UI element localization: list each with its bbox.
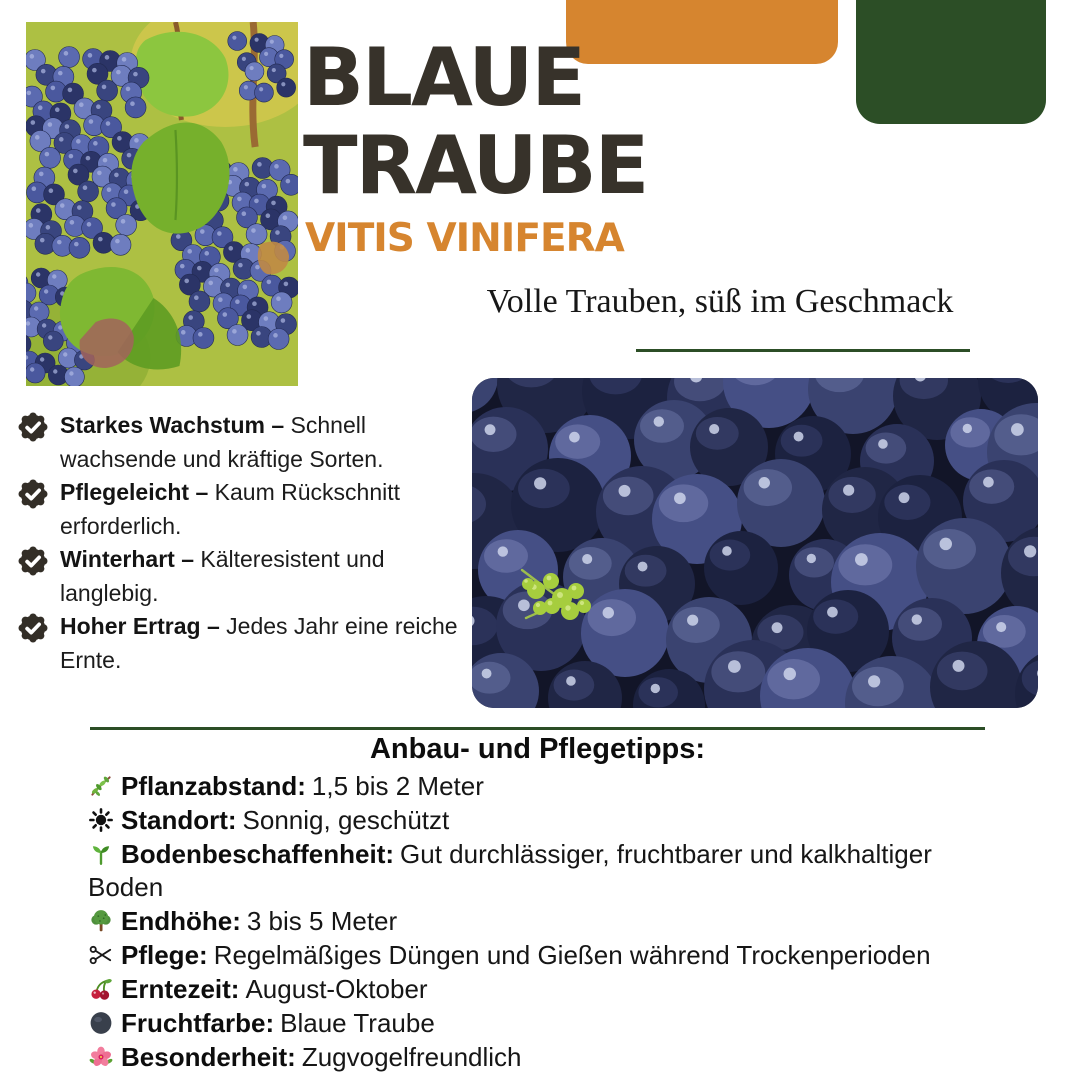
tip-text: Zugvogelfreundlich	[301, 1042, 522, 1072]
tip-label: Erntezeit:	[121, 974, 240, 1004]
vine-grapes-photo	[26, 22, 298, 386]
tree-icon	[88, 908, 114, 934]
tip-item	[88, 803, 994, 837]
feature-label: Winterhart –	[60, 546, 194, 572]
tip-label: Fruchtfarbe:	[121, 1008, 275, 1038]
tip-item	[88, 904, 994, 938]
vine-grapes-illustration	[26, 22, 298, 386]
feature-item	[18, 476, 466, 543]
tip-label: Standort:	[121, 805, 237, 835]
tagline-underline	[636, 349, 970, 352]
seedling-icon	[88, 841, 114, 867]
green-corner-shape	[856, 0, 1046, 124]
tip-item	[88, 837, 994, 904]
hibiscus-icon	[88, 1044, 114, 1070]
feature-label: Pflegeleicht –	[60, 479, 209, 505]
feature-text: Jedes Jahr eine reiche Ernte.	[60, 613, 458, 673]
tip-item	[88, 769, 994, 803]
feature-item	[18, 543, 466, 610]
tips-heading: Anbau- und Pflegetipps:	[369, 733, 706, 765]
tip-text: Regelmäßiges Düngen und Gießen während Trockenperioden	[213, 940, 931, 970]
tip-text: 1,5 bis 2 Meter	[311, 771, 484, 801]
seal-check-icon	[18, 412, 48, 442]
scissors-icon	[88, 942, 114, 968]
feature-item	[18, 610, 466, 677]
seal-check-icon	[18, 479, 48, 509]
tip-text: Gut durchlässiger, fruchtbarer und kalkhaltiger Boden	[88, 839, 932, 902]
feature-label: Starkes Wachstum –	[60, 412, 285, 438]
herb-icon	[88, 773, 114, 799]
tip-label: Pflege:	[121, 940, 208, 970]
feature-item	[18, 409, 466, 476]
tip-label: Pflanzabstand:	[121, 771, 306, 801]
tip-item	[88, 1040, 994, 1074]
tip-label: Bodenbeschaffenheit:	[121, 839, 395, 869]
tips-list	[88, 769, 994, 1074]
feature-list	[18, 409, 466, 677]
page-title	[303, 31, 648, 212]
tip-item	[88, 938, 994, 972]
sun-icon	[88, 807, 114, 833]
tagline: Volle Trauben, süß im Geschmack	[486, 283, 954, 320]
feature-text: Kaum Rückschnitt erforderlich.	[60, 479, 401, 539]
tip-text: Blaue Traube	[280, 1008, 435, 1038]
tip-text: Sonnig, geschützt	[242, 805, 450, 835]
tip-text: 3 bis 5 Meter	[246, 906, 398, 936]
title-line-1: BLAUE	[303, 31, 585, 124]
section-divider	[90, 727, 985, 730]
seal-check-icon	[18, 546, 48, 576]
tip-label: Endhöhe:	[121, 906, 241, 936]
tip-item	[88, 1006, 994, 1040]
tip-label: Besonderheit:	[121, 1042, 296, 1072]
title-line-2: TRAUBE	[303, 119, 648, 212]
tip-text: August-Oktober	[245, 974, 428, 1004]
tip-item	[88, 972, 994, 1006]
blue-grapes-closeup-photo	[472, 378, 1038, 708]
botanical-name: VITIS VINIFERA	[305, 216, 624, 261]
seal-check-icon	[18, 613, 48, 643]
feature-text: Schnell wachsende und kräftige Sorten.	[60, 412, 384, 472]
feature-text: Kälteresistent und langlebig.	[60, 546, 385, 606]
cherries-icon	[88, 976, 114, 1002]
feature-label: Hoher Ertrag –	[60, 613, 220, 639]
blue-grapes-illustration	[472, 378, 1038, 708]
dark-circle-icon	[88, 1010, 114, 1036]
